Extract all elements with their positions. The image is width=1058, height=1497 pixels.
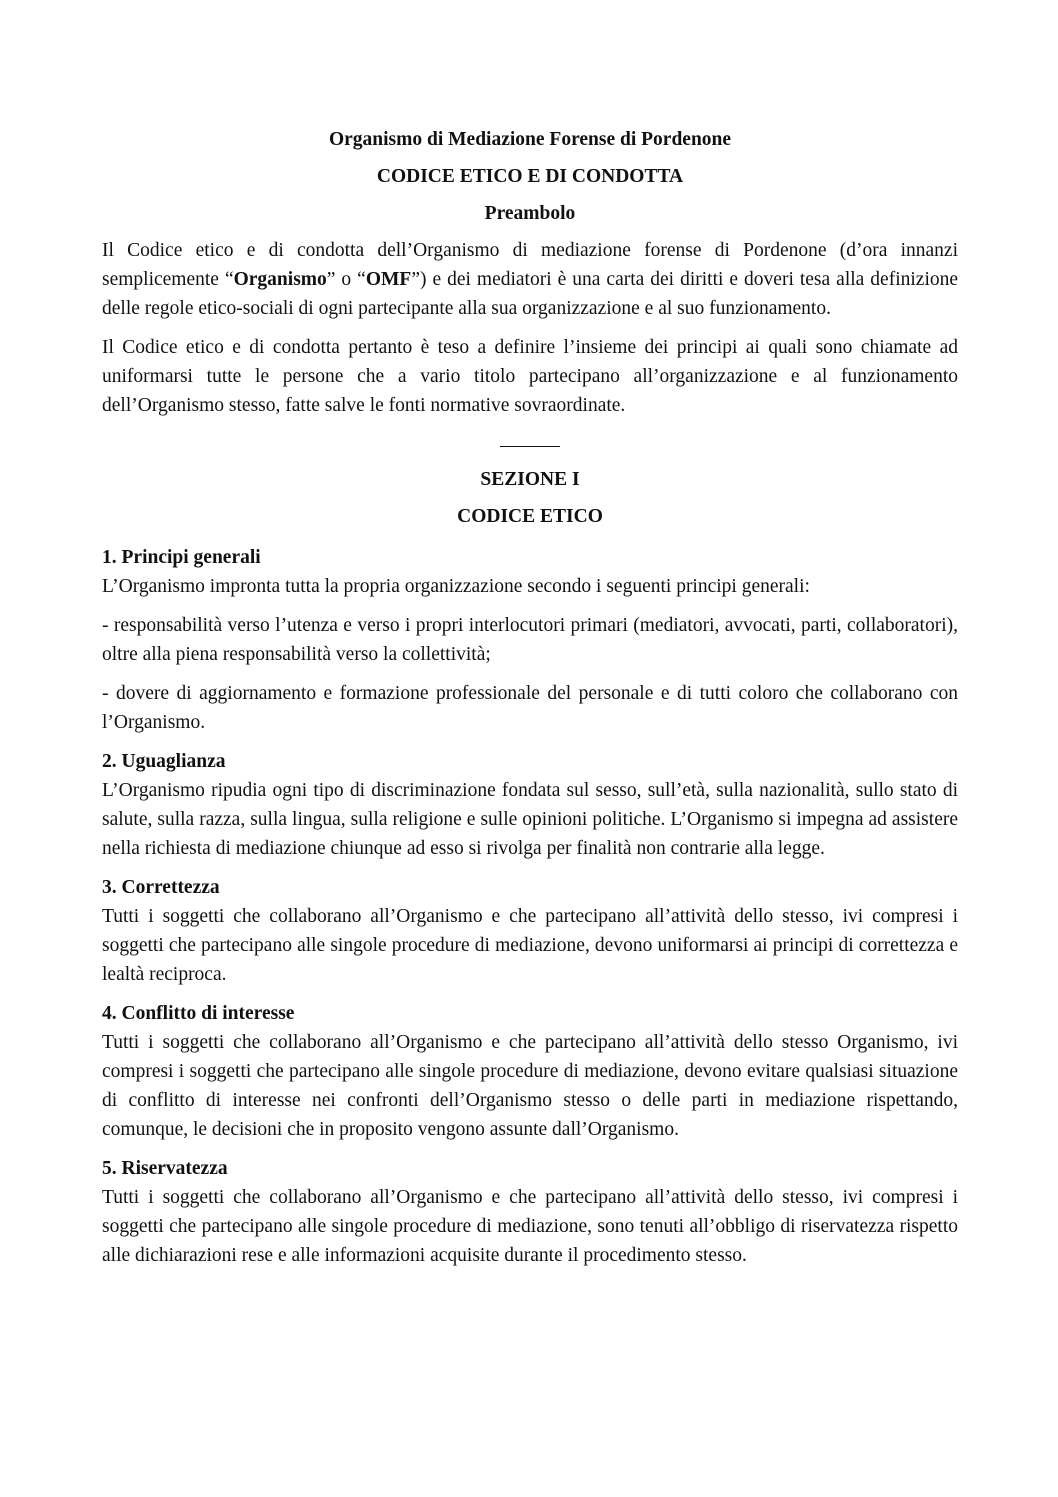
article-paragraph: Tutti i soggetti che collaborano all’Organismo e che partecipano all’attività dello stesso, ivi compresi i soggetti che partecipano alle singole procedure di mediazione, sono tenuti all’obbligo di riservatezza rispetto alle dichiarazioni rese e alle informazioni acquisite durante il procedimento stesso. (102, 1187, 958, 1266)
article-paragraph: - responsabilità verso l’utenza e verso i propri interlocutori primari (mediatori, avvocati, parti, collaboratori), oltre alla piena responsabilità verso la collettività; (102, 615, 958, 665)
preamble-bold-organismo: Organismo (233, 269, 327, 290)
preamble-bold-omf: OMF (365, 269, 412, 290)
article-paragraph: L’Organismo impronta tutta la propria organizzazione secondo i seguenti principi generali: (102, 576, 810, 597)
code-title: CODICE ETICO E DI CONDOTTA (376, 166, 684, 187)
article-title: 4. Conflitto di interesse (102, 1003, 295, 1024)
article-paragraph: Tutti i soggetti che collaborano all’Organismo e che partecipano all’attività dello stesso Organismo, ivi compresi i soggetti che partecipano alle singole procedure di mediazione, devono evitare qualsiasi situazione di conflitto di interesse nei confronti dell’Organismo stesso o delle parti in mediazione rispettando, comunque, le decisioni che in proposito vengono assunte dall’Organismo. (102, 1032, 958, 1140)
article-1 (102, 543, 958, 737)
section-title: SEZIONE I (480, 469, 580, 490)
preamble-paragraph-1 (102, 236, 958, 323)
article-4 (102, 999, 958, 1144)
article-title: 2. Uguaglianza (102, 751, 226, 772)
article-paragraph: L’Organismo ripudia ogni tipo di discriminazione fondata sul sesso, sull’età, sulla nazionalità, sullo stato di salute, sulla razza, sulla lingua, sulla religione e sulle opinioni politiche. L’Organismo si impegna ad assistere nella richiesta di mediazione chiunque ad esso si rivolga per finalità non contrarie alla legge. (102, 780, 958, 859)
article-title: 5. Riservatezza (102, 1158, 228, 1179)
article-title: 1. Principi generali (102, 547, 261, 568)
preamble-text: Il Codice etico e di condotta dell’Organismo di mediazione forense di Pordenone (d’ora innanzi semplicemente “ (102, 240, 958, 290)
article-2 (102, 747, 958, 863)
organization-title: Organismo di Mediazione Forense di Pordenone (328, 129, 732, 150)
preamble-paragraph-2: Il Codice etico e di condotta pertanto è teso a definire l’insieme dei principi ai quali sono chiamate ad uniformarsi tutte le persone che a vario titolo partecipano all’organizzazione e al funzionamento dell’Organismo stesso, fatte salve le fonti normative sovraordinate. (102, 337, 958, 416)
preamble-title: Preambolo (484, 203, 576, 224)
article-title: 3. Correttezza (102, 877, 220, 898)
document-page (102, 125, 958, 1270)
article-paragraph: - dovere di aggiornamento e formazione professionale del personale e di tutti coloro che collaborano con l’Organismo. (102, 683, 958, 733)
article-paragraph: Tutti i soggetti che collaborano all’Organismo e che partecipano all’attività dello stesso, ivi compresi i soggetti che partecipano alle singole procedure di mediazione, devono uniformarsi ai principi di correttezza e lealtà reciproca. (102, 906, 958, 985)
section-subtitle: CODICE ETICO (457, 506, 603, 527)
article-3 (102, 873, 958, 989)
preamble-text: ”) e dei mediatori è una carta dei diritti e doveri tesa alla definizione delle regole etico-sociali di ogni partecipante alla sua organizzazione e al suo funzionamento. (102, 269, 959, 319)
section-divider (500, 446, 560, 447)
preamble-text: ” o “ (326, 269, 366, 290)
article-5 (102, 1154, 958, 1270)
